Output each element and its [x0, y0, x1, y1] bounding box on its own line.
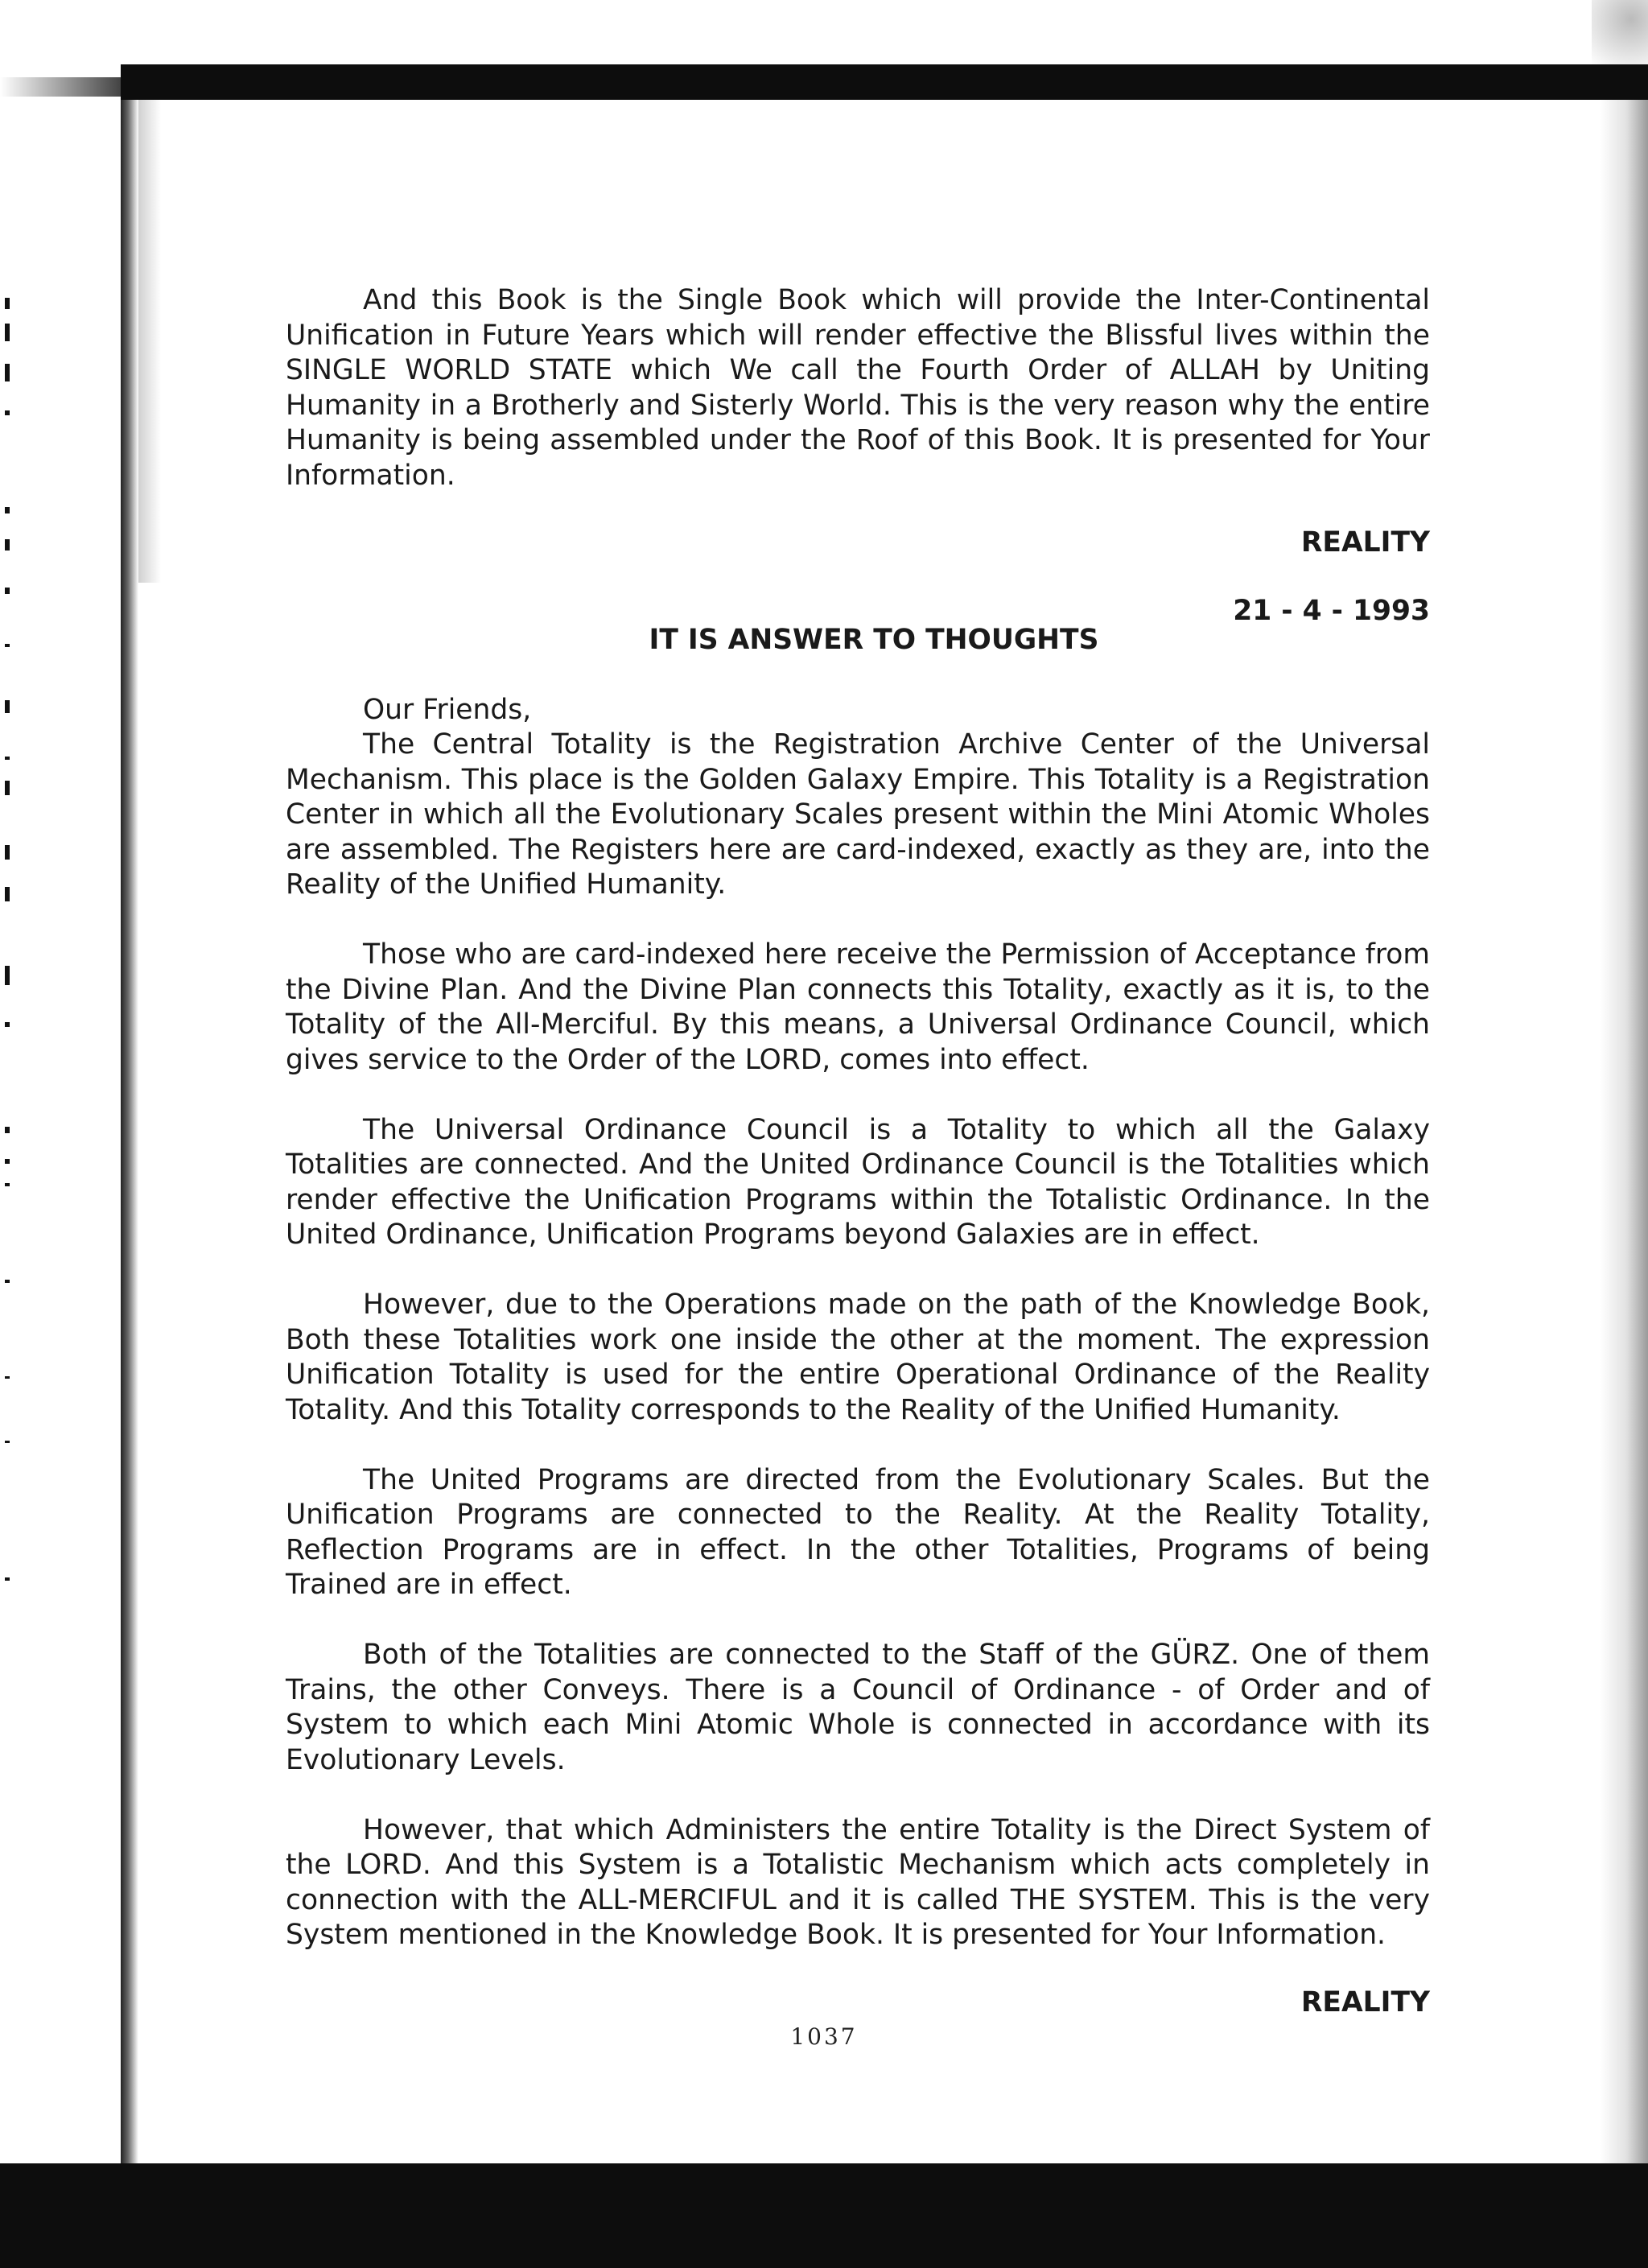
paragraph-2: Those who are card-indexed here receive the Permission of Acceptance from the Divine Plan. And the Divine Plan connects this Totality, exactly as it is, to the Totality of the All-Merciful. By this means, a Universal Ordinance Council, which gives service to the Order of the LORD, comes into effect. [286, 938, 1430, 1076]
scan-right-border [1600, 100, 1648, 2163]
scan-corner-artifact [1592, 0, 1648, 64]
page-number: 1037 [790, 2023, 858, 2050]
paragraph-6: Both of the Totalities are connected to the Staff of the GÜRZ. One of them Trains, the other Conveys. There is a Council of Ordinance - of Order and of System to which each Mini Atomic Whole is connected in accordance with its Evolutionary Levels. [286, 1639, 1430, 1776]
scan-top-fade [0, 77, 129, 97]
scan-bottom-border [0, 2163, 1648, 2268]
paragraph-3: The Universal Ordinance Council is a Totality to which all the Galaxy Totalities are connected. And the United Ordinance Council is the Totalities which render effective the Unification Programs within the Totalistic Ordinance. In the United Ordinance, Unification Programs beyond Galaxies are in effect. [286, 1113, 1430, 1251]
salutation: Our Friends, [363, 693, 532, 726]
scan-edge-marks [5, 298, 13, 1626]
paragraph-7: However, that which Administers the entire Totality is the Direct System of the LORD. And this System is a Totalistic Mechanism which acts completely in connection with the ALL-MERCIFUL and it is called THE SYSTEM. This is the very System mentioned in the Knowledge Book. It is presented for Your Information. [286, 1813, 1430, 1951]
closing-signature-reality: REALITY [1300, 1986, 1430, 2019]
message-date: 21 - 4 - 1993 [1233, 594, 1430, 627]
message-heading: IT IS ANSWER TO THOUGHTS [649, 624, 1099, 656]
paragraph-4: However, due to the Operations made on the path of the Knowledge Book, Both these Totalities work one inside the other at the moment. The expression Unification Totality is used for the entire Operational Ordinance of the Reality Totality. And this Totality corresponds to the Reality of the Unified Humanity. [286, 1289, 1430, 1426]
scan-binding-shadow [138, 100, 161, 583]
signature-reality: REALITY [1300, 526, 1430, 559]
scan-top-border [121, 64, 1648, 100]
scan-left-border [121, 100, 138, 2163]
paragraph-5: The United Programs are directed from the Evolutionary Scales. But the Unification Programs are connected to the Reality. At the Reality Totality, Reflection Programs are in effect. In the other Totalities, Programs of being Trained are in effect. [286, 1463, 1430, 1601]
paragraph-1: The Central Totality is the Registration Archive Center of the Universal Mechanism. This place is the Golden Galaxy Empire. This Totality is a Registration Center in which all the Evolutionary Scales present within the Mini Atomic Wholes are assembled. The Registers here are card-indexed, exactly as they are, into the Reality of the Unified Humanity. [286, 728, 1430, 901]
page-content [286, 283, 1430, 2020]
intro-paragraph: And this Book is the Single Book which will provide the Inter-Continental Unification in Future Years which will render effective the Blissful lives within the SINGLE WORLD STATE which We call the Fourth Order of ALLAH by Uniting Humanity in a Brotherly and Sisterly World. This is the very reason why the entire Humanity is being assembled under the Roof of this Book. It is presented for Your Information. [286, 284, 1430, 492]
